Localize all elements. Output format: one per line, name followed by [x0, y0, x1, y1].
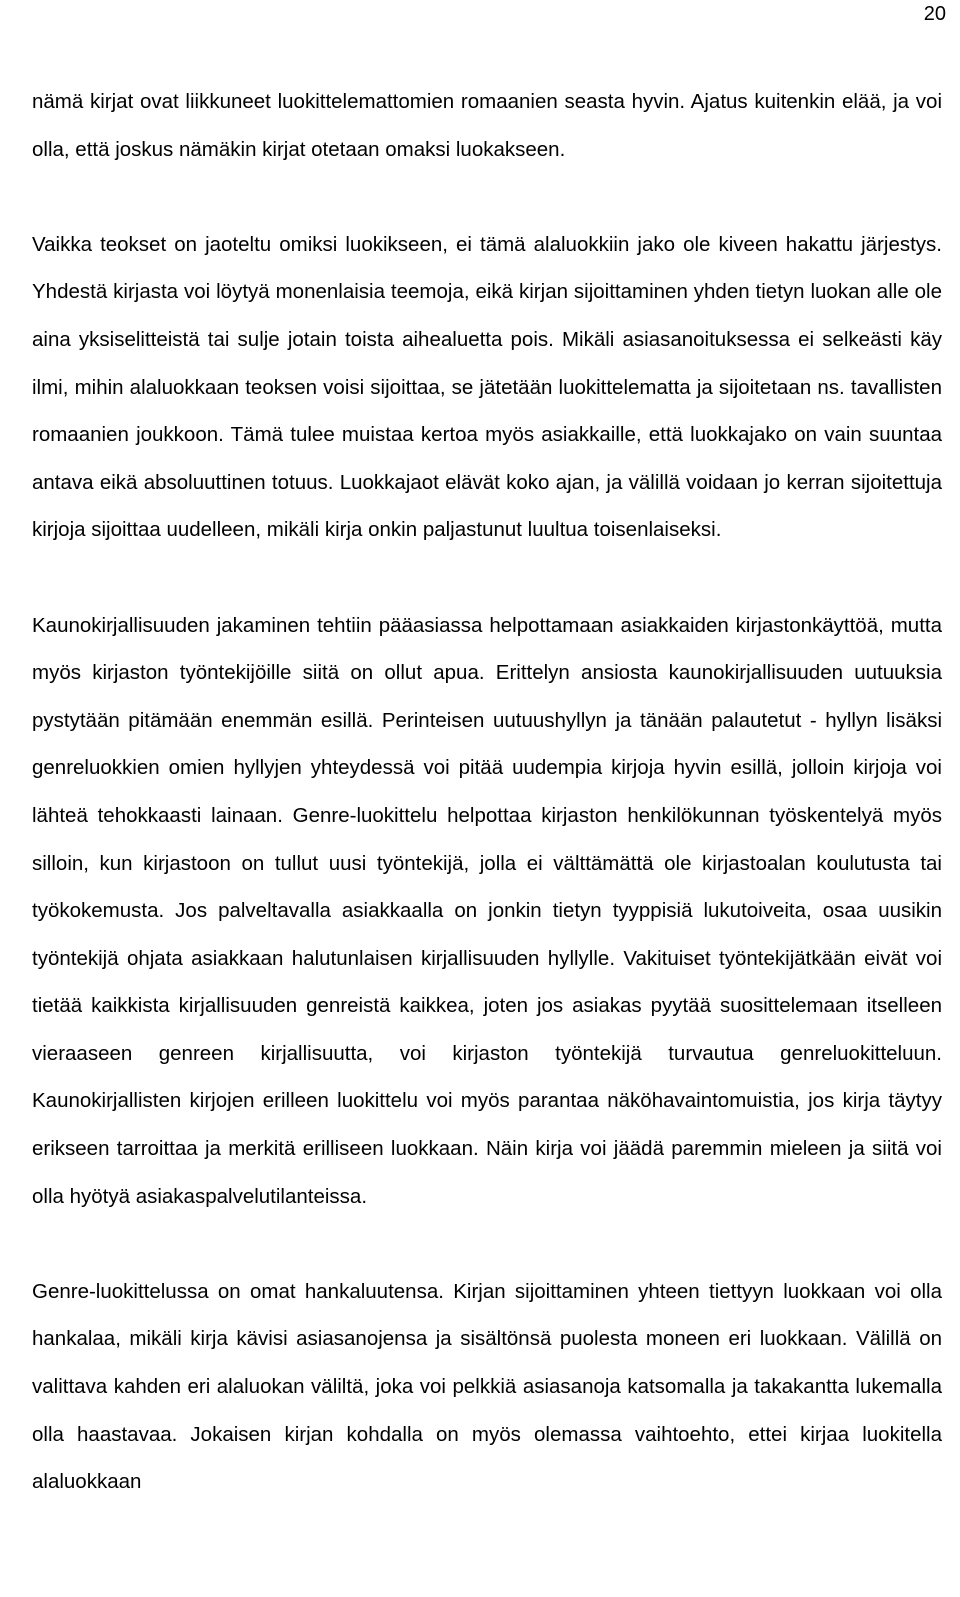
paragraph-1: nämä kirjat ovat liikkuneet luokittelemattomien romaanien seasta hyvin. Ajatus kuitenkin elää, ja voi olla, että joskus nämäkin kirjat otetaan omaksi luokakseen. [32, 90, 942, 161]
paragraph-3: Kaunokirjallisuuden jakaminen tehtiin pääasiassa helpottamaan asiakkaiden kirjastonkäyttöä, mutta myös kirjaston työntekijöille siitä on ollut apua. Erittelyn ansiosta kaunokirjallisuuden uutuuksia pystytään pitämään enemmän esillä. Perinteisen uutuushyllyn ja tänään palautetut - hyllyn lisäksi genreluokkien omien hyllyjen yhteydessä voi pitää uudempia kirjoja hyvin esillä, jolloin kirjoja voi lähteä tehokkaasti lainaan. Genre-luokittelu helpottaa kirjaston henkilökunnan työskentelyä myös silloin, kun kirjastoon on tullut uusi työntekijä, jolla ei välttämättä ole kirjastoalan koulutusta tai työkokemusta. Jos palveltavalla asiakkaalla on jonkin tietyn tyyppisiä lukutoiveita, osaa uusikin työntekijä ohjata asiakkaan halutunlaisen kirjallisuuden hyllylle. Vakituiset työntekijätkään eivät voi tietää kaikkista kirjallisuuden genreistä kaikkea, joten jos asiakas pyytää suosittelemaan itselleen vieraaseen genreen kirjallisuutta, voi kirjaston työntekijä turvautua genreluokitteluun. Kaunokirjallisten kirjojen erilleen luokittelu voi myös parantaa näköhavaintomuistia, jos kirja täytyy erikseen tarroittaa ja merkitä erilliseen luokkaan. Näin kirja voi jäädä paremmin mieleen ja siitä voi olla hyötyä asiakaspalvelutilanteissa. [32, 613, 942, 1208]
document-body [32, 78, 942, 1506]
paragraph-4: Genre-luokittelussa on omat hankaluutensa. Kirjan sijoittaminen yhteen tiettyyn luokkaan voi olla hankalaa, mikäli kirja kävisi asiasanojensa ja sisältönsä puolesta moneen eri luokkaan. Välillä on valittava kahden eri alaluokan väliltä, joka voi pelkkiä asiasanoja katsomalla ja takakantta lukemalla olla haastavaa. Jokaisen kirjan kohdalla on myös olemassa vaihtoehto, ettei kirjaa luokitella alaluokkaan [32, 1279, 942, 1494]
page-number: 20 [923, 3, 946, 25]
paragraph-2: Vaikka teokset on jaoteltu omiksi luokikseen, ei tämä alaluokkiin jako ole kiveen hakattu järjestys. Yhdestä kirjasta voi löytyä monenlaisia teemoja, eikä kirjan sijoittaminen yhden tietyn luokan alle ole aina yksiselitteistä tai sulje jotain toista aihealuetta pois. Mikäli asiasanoituksessa ei selkeästi käy ilmi, mihin alaluokkaan teoksen voisi sijoittaa, se jätetään luokittelematta ja sijoitetaan ns. tavallisten romaanien joukkoon. Tämä tulee muistaa kertoa myös asiakkaille, että luokkajako on vain suuntaa antava eikä absoluuttinen totuus. Luokkajaot elävät koko ajan, ja välillä voidaan jo kerran sijoitettuja kirjoja sijoittaa uudelleen, mikäli kirja onkin paljastunut luultua toisenlaiseksi. [32, 232, 942, 542]
